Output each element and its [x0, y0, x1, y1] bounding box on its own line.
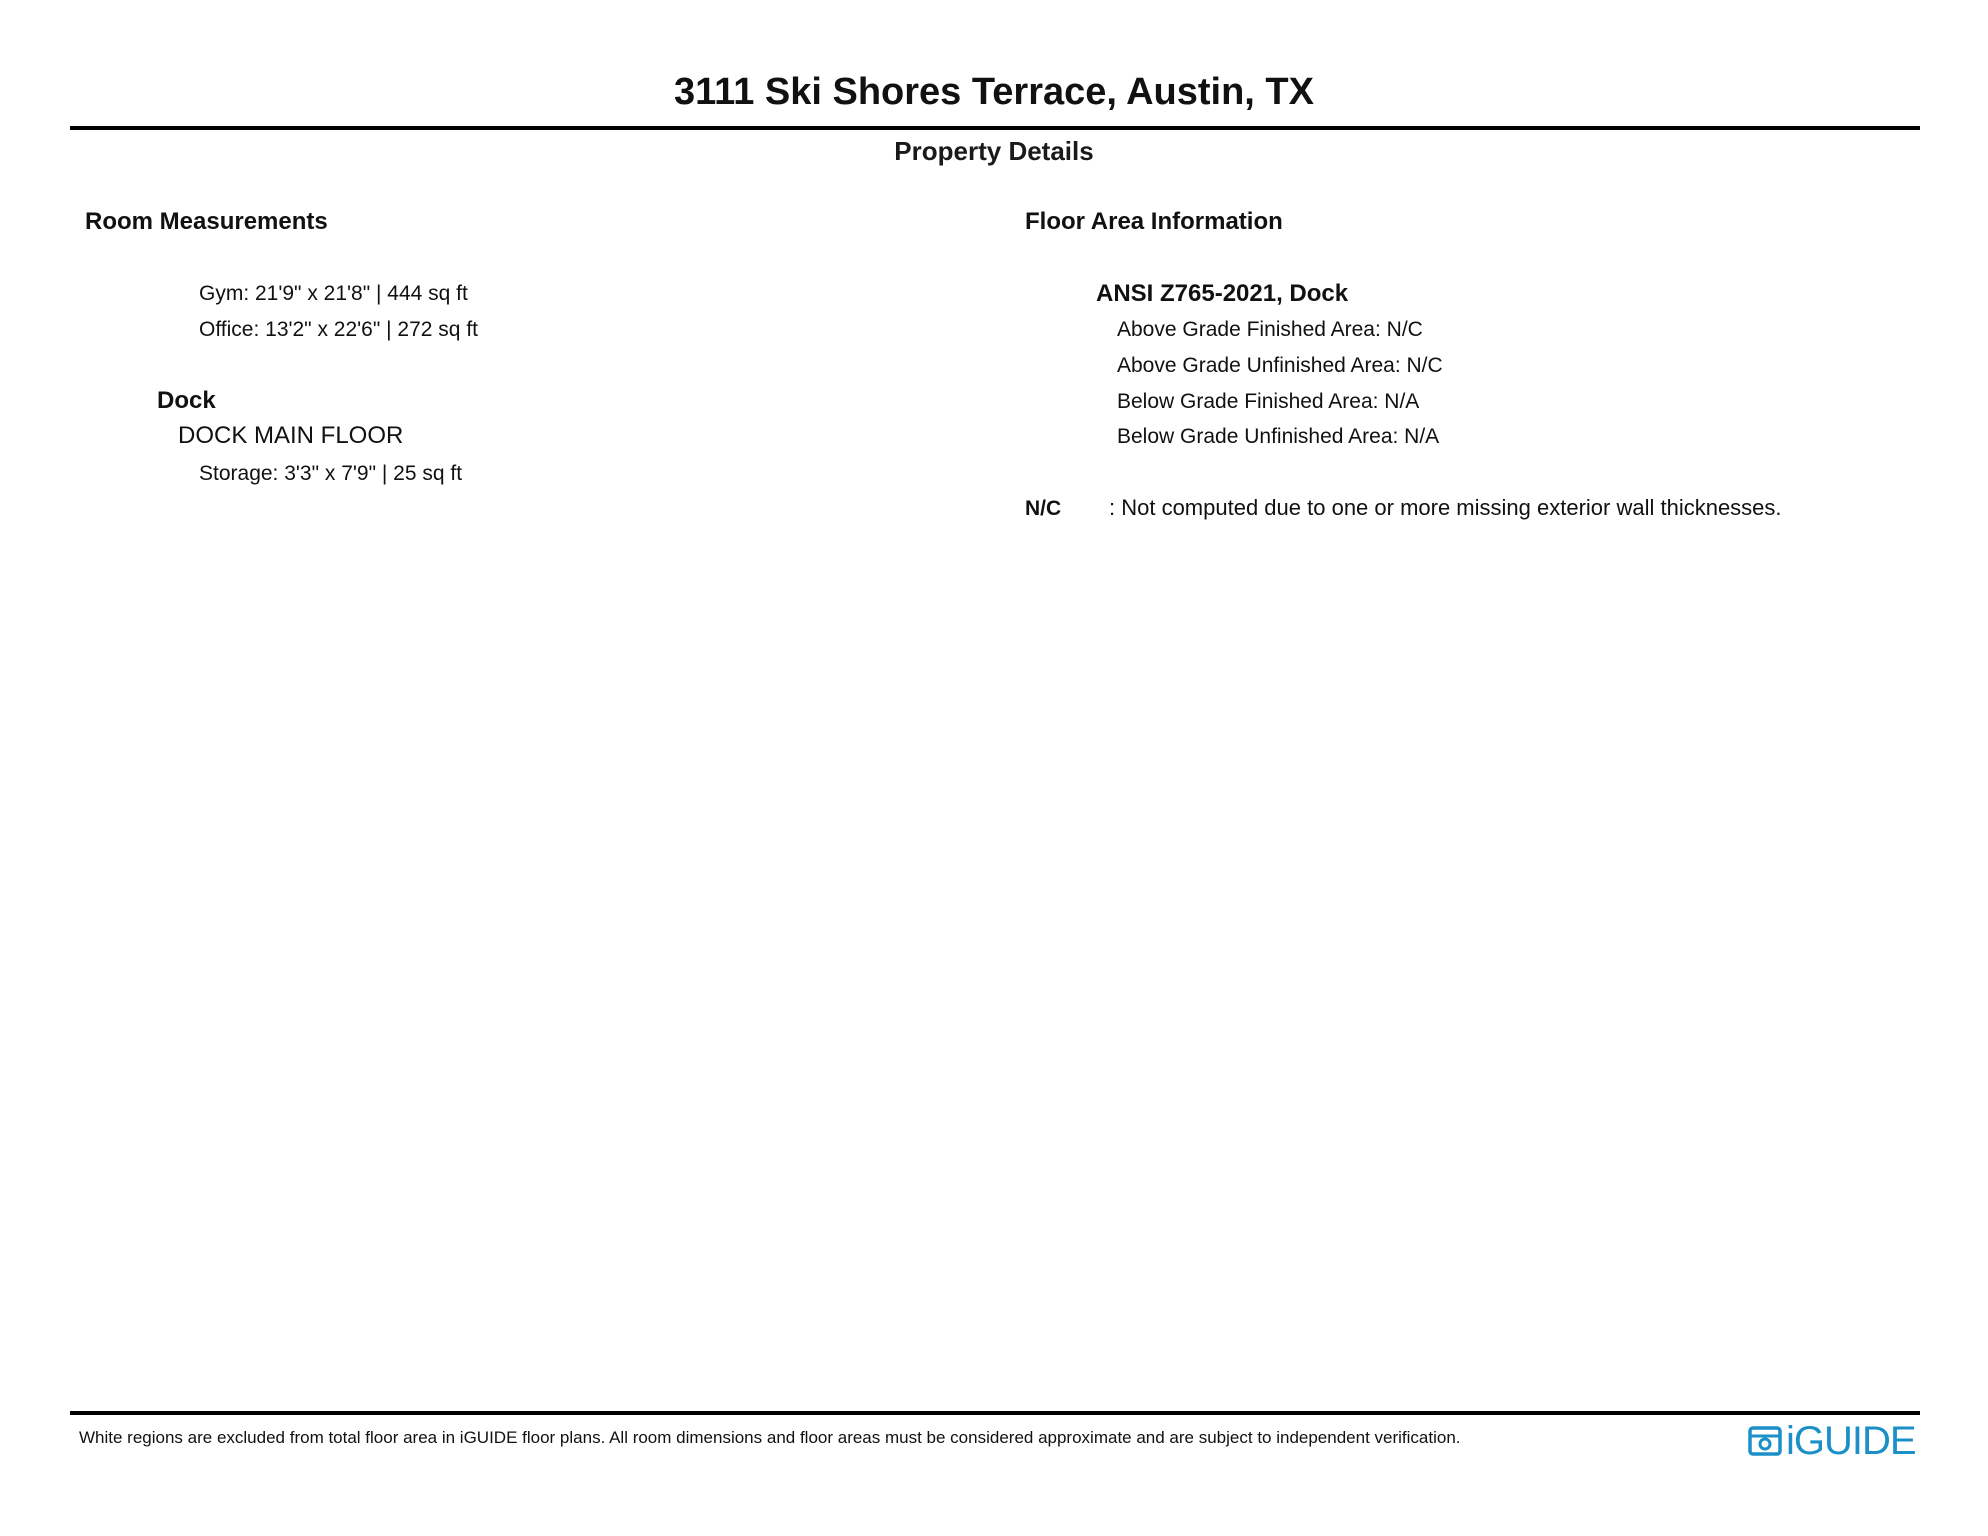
dock-floor-label: DOCK MAIN FLOOR	[178, 422, 404, 449]
area-line-above-finished: Above Grade Finished Area: N/C	[1117, 318, 1423, 341]
room-item-office: Office: 13'2" x 22'6" | 272 sq ft	[199, 318, 478, 341]
iguide-logo-icon	[1748, 1424, 1782, 1458]
title-divider	[70, 126, 1920, 130]
room-item-storage: Storage: 3'3" x 7'9" | 25 sq ft	[199, 462, 463, 485]
room-measurements-heading: Room Measurements	[85, 208, 328, 235]
area-line-below-unfinished: Below Grade Unfinished Area: N/A	[1117, 425, 1440, 448]
floor-area-heading: Floor Area Information	[1025, 208, 1283, 235]
dock-group-heading: Dock	[157, 387, 216, 414]
iguide-logo	[1748, 1420, 1916, 1462]
footer-disclaimer: White regions are excluded from total floor area in iGUIDE floor plans. All room dimensions and floor areas must be considered approximate and are subject to independent verification.	[79, 1428, 1461, 1447]
standard-heading: ANSI Z765-2021, Dock	[1096, 280, 1349, 307]
note-text: : Not computed due to one or more missing exterior wall thicknesses.	[1109, 495, 1782, 520]
footer-divider	[70, 1411, 1920, 1415]
area-line-above-unfinished: Above Grade Unfinished Area: N/C	[1117, 354, 1443, 377]
iguide-logo-text: iGUIDE	[1786, 1419, 1916, 1463]
page-subtitle: Property Details	[894, 136, 1094, 166]
page-title: 3111 Ski Shores Terrace, Austin, TX	[674, 71, 1314, 113]
area-line-below-finished: Below Grade Finished Area: N/A	[1117, 390, 1420, 413]
room-item-gym: Gym: 21'9" x 21'8" | 444 sq ft	[199, 282, 468, 305]
note-key: N/C	[1025, 497, 1062, 520]
